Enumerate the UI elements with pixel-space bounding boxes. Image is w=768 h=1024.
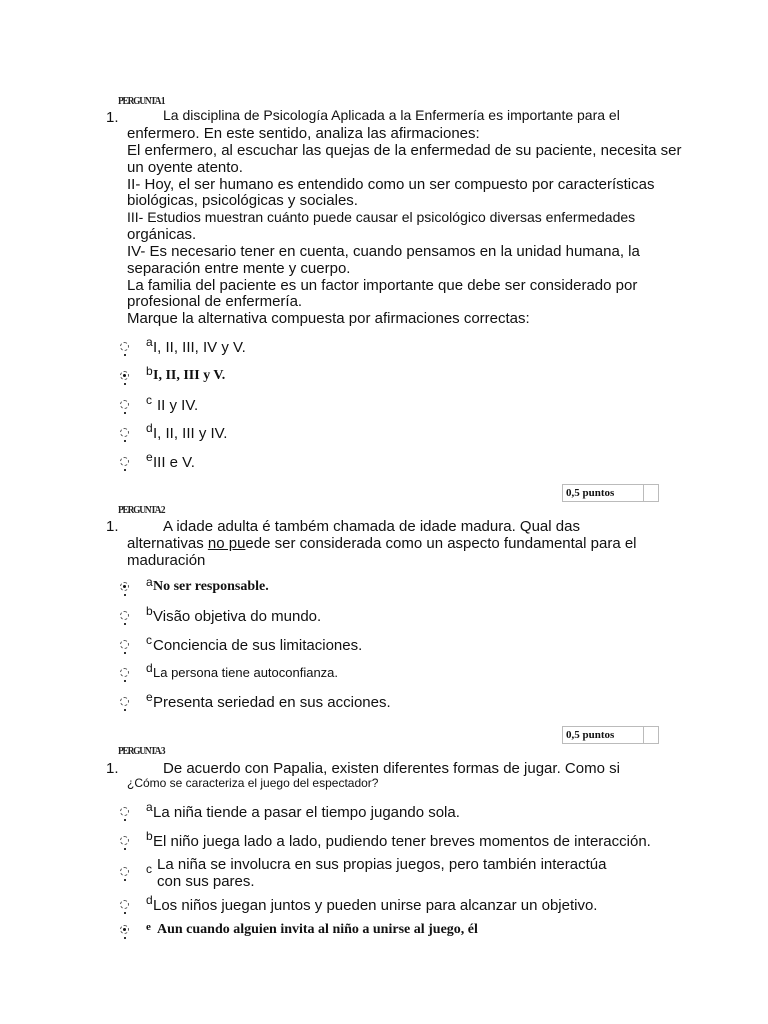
question-2-line — [127, 535, 637, 552]
option-letter: c — [146, 633, 152, 647]
option-letter: d — [146, 421, 153, 435]
option-letter: e — [146, 921, 151, 933]
question-1-line: La familia del paciente es un factor importante que debe ser considerado por — [127, 277, 638, 294]
radio-button[interactable] — [120, 400, 129, 409]
option-text: II y IV. — [157, 397, 199, 414]
option-text: I, II, III, IV y V. — [153, 339, 246, 356]
question-1-line: El enfermero, al escuchar las quejas de la enfermedad de su paciente, necesita ser — [127, 142, 682, 159]
radio-button[interactable] — [120, 836, 129, 845]
option-text: No ser responsable. — [153, 579, 269, 594]
option-text: I, II, III y IV. — [153, 425, 228, 442]
question-1-line: Marque la alternativa compuesta por afirmaciones correctas: — [127, 310, 530, 327]
text-segment: alternativas — [127, 535, 208, 552]
question-2-line: maduración — [127, 552, 206, 569]
question-1-line: biológicas, psicológicas y sociales. — [127, 192, 358, 209]
option-text: Conciencia de sus limitaciones. — [153, 637, 363, 654]
option-text: Aun cuando alguien invita al niño a unirse al juego, él — [157, 922, 478, 937]
points-box — [562, 484, 659, 502]
radio-button[interactable] — [120, 668, 129, 677]
question-1-label: PERGUNTA 1 — [118, 95, 165, 107]
option-letter: a — [146, 575, 153, 589]
radio-button[interactable] — [120, 697, 129, 706]
question-3-label: PERGUNTA 3 — [118, 745, 165, 757]
option-letter: c — [146, 862, 152, 876]
question-1-line: II- Hoy, el ser humano es entendido como un ser compuesto por características — [127, 176, 655, 193]
question-2-number: 1. — [106, 518, 119, 535]
radio-button[interactable] — [120, 428, 129, 437]
option-text: El niño juega lado a lado, pudiendo tener breves momentos de interacción. — [153, 833, 651, 850]
question-3-line: De acuerdo con Papalia, existen diferentes formas de jugar. Como si — [163, 760, 620, 777]
option-text: La niña tiende a pasar el tiempo jugando sola. — [153, 804, 460, 821]
question-1-line: un oyente atento. — [127, 159, 243, 176]
points-label: 0,5 puntos — [566, 729, 615, 741]
option-text: III e V. — [153, 454, 195, 471]
option-text: Visão objetiva do mundo. — [153, 608, 322, 625]
option-letter: a — [146, 335, 153, 349]
question-1-line: IV- Es necesario tener en cuenta, cuando pensamos en la unidad humana, la — [127, 243, 640, 260]
option-letter: a — [146, 800, 153, 814]
points-label: 0,5 puntos — [566, 487, 615, 499]
radio-button-selected[interactable] — [120, 582, 129, 591]
radio-button[interactable] — [120, 640, 129, 649]
option-text: Los niños juegan juntos y pueden unirse para alcanzar un objetivo. — [153, 897, 598, 914]
option-text: Presenta seriedad en sus acciones. — [153, 694, 391, 711]
option-letter: b — [146, 604, 153, 618]
points-box — [562, 726, 659, 744]
radio-button[interactable] — [120, 807, 129, 816]
option-letter: d — [146, 661, 153, 675]
option-letter: b — [146, 829, 153, 843]
radio-button[interactable] — [120, 342, 129, 351]
option-letter: b — [146, 364, 153, 378]
question-2-label: PERGUNTA 2 — [118, 504, 165, 516]
radio-button[interactable] — [120, 867, 129, 876]
underlined-text: no pu — [207, 535, 246, 552]
question-1-number: 1. — [106, 109, 119, 126]
question-1-line: La disciplina de Psicología Aplicada a la Enfermería es importante para el — [163, 107, 620, 123]
radio-button[interactable] — [120, 457, 129, 466]
question-3-line: ¿Cómo se caracteriza el juego del espectador? — [127, 776, 379, 790]
question-2-line: A idade adulta é também chamada de idade madura. Qual das — [163, 518, 580, 535]
option-letter: e — [146, 690, 153, 704]
question-1-line: enfermero. En este sentido, analiza las afirmaciones: — [127, 125, 480, 142]
radio-button[interactable] — [120, 611, 129, 620]
question-3-number: 1. — [106, 760, 119, 777]
option-text: La persona tiene autoconfianza. — [153, 665, 339, 680]
radio-button-selected[interactable] — [120, 925, 129, 934]
radio-button[interactable] — [120, 900, 129, 909]
option-letter: c — [146, 393, 152, 407]
question-1-line: III- Estudios muestran cuánto puede causar el psicológico diversas enfermedades — [127, 209, 636, 225]
option-text-continued: con sus pares. — [157, 873, 255, 890]
option-letter: d — [146, 893, 153, 907]
option-text: La niña se involucra en sus propias juegos, pero también interactúa — [157, 856, 607, 873]
text-segment: ede ser considerada como un aspecto fundamental para el — [245, 535, 637, 552]
option-text: I, II, III y V. — [153, 368, 226, 383]
question-1-line: separación entre mente y cuerpo. — [127, 260, 351, 277]
radio-button-selected[interactable] — [120, 371, 129, 380]
question-1-line: profesional de enfermería. — [127, 293, 303, 310]
option-letter: e — [146, 450, 153, 464]
question-1-line: orgánicas. — [127, 226, 197, 243]
